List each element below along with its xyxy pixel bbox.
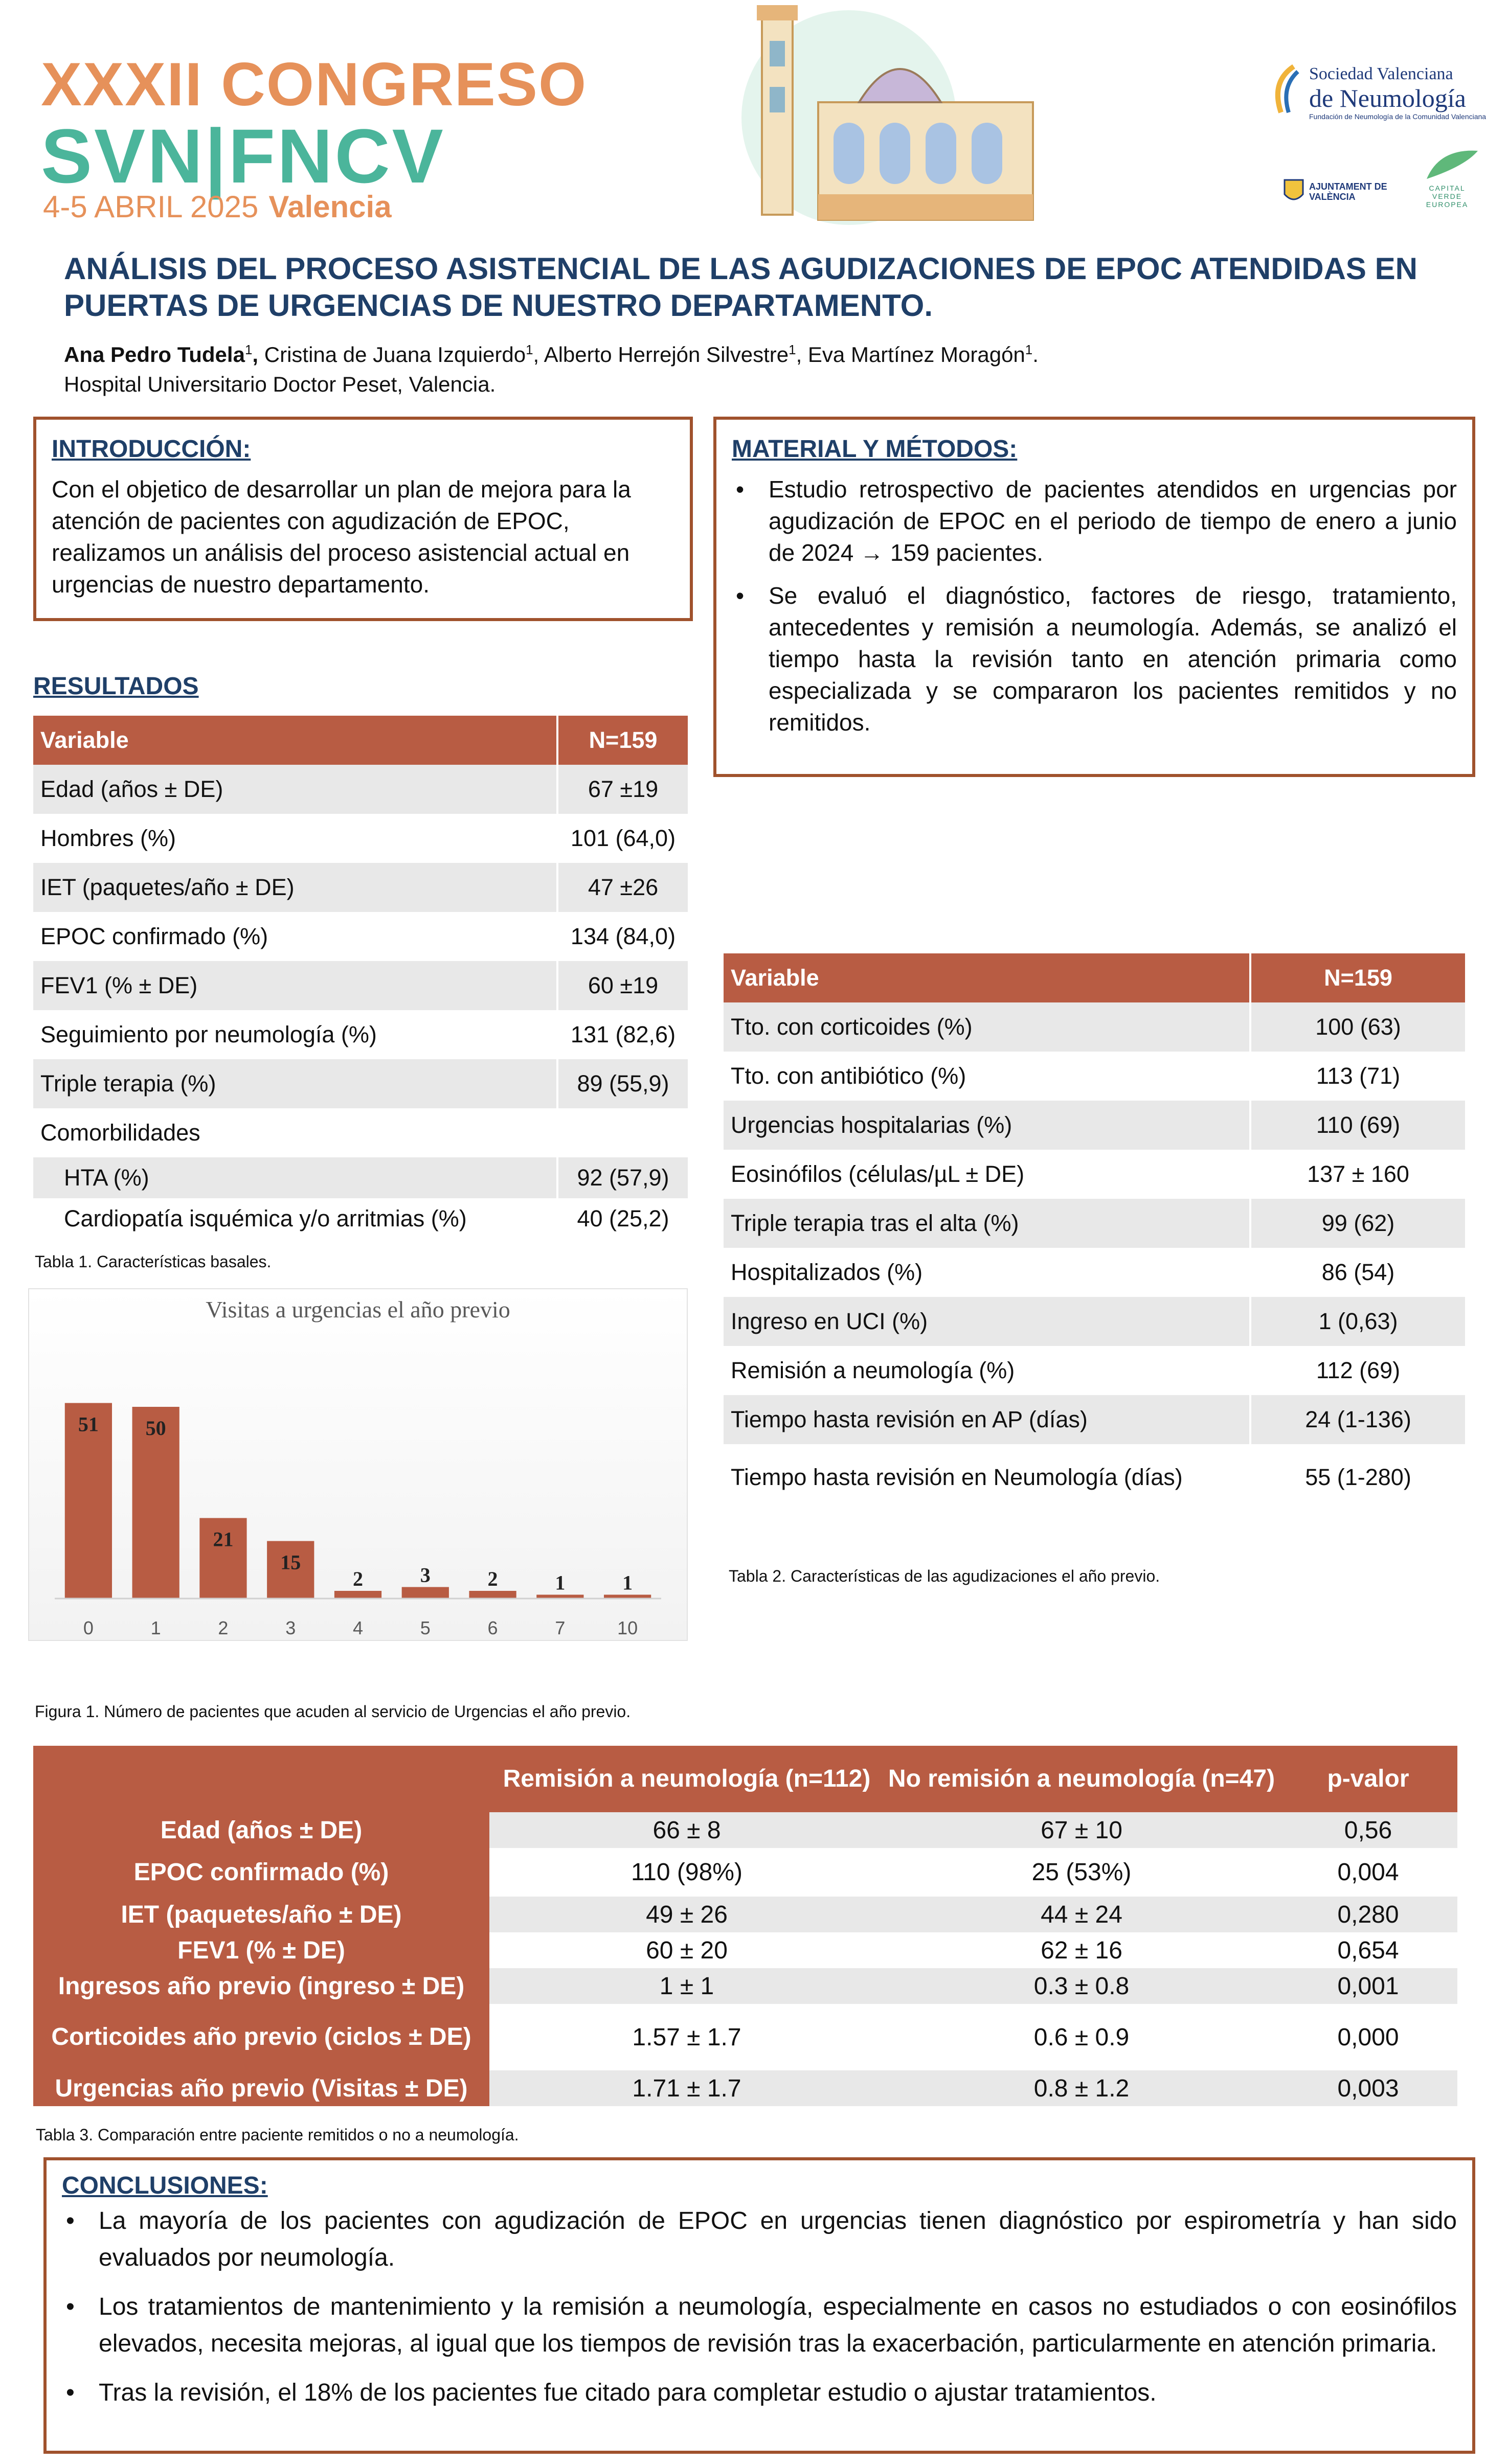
row-label: Triple terapia tras el alta (%) xyxy=(724,1199,1250,1248)
affiliation-sup: 1 xyxy=(244,342,253,357)
table-row xyxy=(33,912,688,961)
congress-date xyxy=(43,189,392,225)
authors-block: Ana Pedro Tudela$^1$, Cristina de Juana Izquierdo$^1$, Alberto Herrejón Silvestre$^1$, Eva Martínez Moragón$^1$. Hospital Universitario Doctor Peset, Valencia. xyxy=(64,342,1039,396)
affiliation: Hospital Universitario Doctor Peset, Valencia. xyxy=(64,372,496,396)
row-value: 0,56 xyxy=(1279,1812,1457,1848)
society-name-line1: Sociedad Valenciana xyxy=(1309,64,1453,83)
row-value: 1.71 ± 1.7 xyxy=(489,2070,884,2106)
table-header-row xyxy=(33,1746,1457,1812)
chart-data-label: 3 xyxy=(420,1563,431,1587)
chart-x-tick-label: 1 xyxy=(150,1617,161,1638)
row-value: 112 (69) xyxy=(1250,1346,1465,1395)
row-label: Ingresos año previo (ingreso ± DE) xyxy=(33,1968,489,2004)
table-row xyxy=(33,1932,1457,1968)
row-value: 131 (82,6) xyxy=(557,1010,688,1059)
table-baseline-characteristics xyxy=(33,716,688,1239)
conclusion-bullet: • Tras la revisión, el 18% de los pacientes fue citado para completar estudio o ajustar tratamientos. xyxy=(62,2375,1457,2411)
ayuntamiento-logo: AJUNTAMENT DE VALÈNCIA xyxy=(1309,181,1387,202)
table-row xyxy=(33,1198,688,1239)
table-remission-comparison xyxy=(33,1746,1457,2106)
row-label: Hospitalizados (%) xyxy=(724,1248,1250,1297)
row-label: Seguimiento por neumología (%) xyxy=(33,1010,557,1059)
row-value: 1.57 ± 1.7 xyxy=(489,2004,884,2070)
header-cell: p-valor xyxy=(1279,1746,1457,1812)
row-label: Comorbilidades xyxy=(33,1108,557,1157)
row-label: FEV1 (% ± DE) xyxy=(33,1932,489,1968)
table-row xyxy=(724,1052,1465,1101)
conclusions-list xyxy=(62,2203,1457,2411)
chart-x-tick-label: 0 xyxy=(83,1617,94,1638)
conclusions-box xyxy=(43,2157,1475,2454)
table-header-row xyxy=(724,953,1465,1002)
table-row xyxy=(724,1395,1465,1444)
row-label: Urgencias hospitalarias (%) xyxy=(724,1101,1250,1150)
chart-data-label: 1 xyxy=(555,1571,566,1594)
conclusions-heading: CONCLUSIONES: xyxy=(62,2172,268,2199)
chart-data-label: 2 xyxy=(353,1567,363,1590)
methods-bullet: • Se evaluó el diagnóstico, factores de riesgo, tratamiento, antecedentes y remisión a neumología. Además, se analizó el tiempo hasta la revisión tanto en atención primaria como especializada y se compararon los pacientes remitidos y no remitidos. xyxy=(732,580,1457,738)
header-cell: Variable xyxy=(33,716,557,765)
row-value: 1 (0,63) xyxy=(1250,1297,1465,1346)
valencia-building-illustration xyxy=(706,0,1053,225)
table-header-row xyxy=(33,716,688,765)
introduction-box xyxy=(33,417,693,621)
row-label: EPOC confirmado (%) xyxy=(33,912,557,961)
header-cell: Remisión a neumología (n=112) xyxy=(489,1746,884,1812)
header-cell: N=159 xyxy=(557,716,688,765)
row-value: 0.8 ± 1.2 xyxy=(884,2070,1279,2106)
row-value: 49 ± 26 xyxy=(489,1897,884,1932)
table-row xyxy=(724,1297,1465,1346)
methods-heading: MATERIAL Y MÉTODOS: xyxy=(732,436,1018,463)
row-label: Remisión a neumología (%) xyxy=(724,1346,1250,1395)
header-cell: Variable xyxy=(724,953,1250,1002)
row-label: FEV1 (% ± DE) xyxy=(33,961,557,1010)
chart-data-label: 2 xyxy=(487,1567,498,1590)
row-label: IET (paquetes/año ± DE) xyxy=(33,1897,489,1932)
row-value xyxy=(557,1108,688,1157)
methods-list xyxy=(732,473,1457,738)
chart-x-tick-label: 4 xyxy=(352,1617,364,1638)
row-value: 66 ± 8 xyxy=(489,1812,884,1848)
conclusion-bullet: • La mayoría de los pacientes con agudización de EPOC en urgencias tienen diagnóstico por espirometría y han sido evaluados por neumología. xyxy=(62,2203,1457,2276)
society-emblem-icon xyxy=(1268,61,1304,118)
row-label: Cardiopatía isquémica y/o arritmias (%) xyxy=(33,1198,557,1239)
congress-title: XXXII CONGRESO xyxy=(41,50,588,119)
chart-data-label: 15 xyxy=(280,1550,301,1574)
table-row xyxy=(724,1346,1465,1395)
table-row xyxy=(33,1848,1457,1897)
row-value: 67 ± 10 xyxy=(884,1812,1279,1848)
date-text: 4-5 ABRIL 2025 xyxy=(43,190,259,224)
row-value: 67 ±19 xyxy=(557,765,688,814)
chart-x-tick-label: 3 xyxy=(285,1617,296,1638)
first-author: Ana Pedro Tudela xyxy=(64,343,245,367)
row-label: Hombres (%) xyxy=(33,814,557,863)
row-value: 0.3 ± 0.8 xyxy=(884,1968,1279,2004)
row-value: 101 (64,0) xyxy=(557,814,688,863)
row-value: 134 (84,0) xyxy=(557,912,688,961)
chart-x-tick-label: 7 xyxy=(555,1617,566,1638)
table-row xyxy=(724,1101,1465,1150)
row-value: 137 ± 160 xyxy=(1250,1150,1465,1199)
city-shield-icon xyxy=(1284,179,1304,204)
row-label: Corticoides año previo (ciclos ± DE) xyxy=(33,2004,489,2070)
chart-bar xyxy=(402,1587,449,1599)
affiliation-sup: 1 xyxy=(789,342,796,357)
table-row xyxy=(33,961,688,1010)
conclusion-bullet: • Los tratamientos de mantenimiento y la remisión a neumología, especialmente en casos no estudiados o con eosinófilos elevados, necesita mejoras, al igual que los tiempos de revisión tras la exacerbación, particularmente en atención primaria. xyxy=(62,2289,1457,2362)
affiliation-sup: 1 xyxy=(526,342,533,357)
society-name-line3: Fundación de Neumología de la Comunidad Valenciana xyxy=(1309,112,1487,121)
row-value: 113 (71) xyxy=(1250,1052,1465,1101)
affiliation-sup: 1 xyxy=(1025,342,1033,357)
chart-bar xyxy=(334,1591,381,1599)
row-value: 60 ± 20 xyxy=(489,1932,884,1968)
table-row xyxy=(33,1108,688,1157)
row-label: Tiempo hasta revisión en Neumología (días) xyxy=(724,1444,1250,1511)
table-row xyxy=(33,1897,1457,1932)
city-text: Valencia xyxy=(268,190,392,224)
table-row xyxy=(33,863,688,912)
author-3: Alberto Herrejón Silvestre xyxy=(544,343,789,367)
row-value: 24 (1-136) xyxy=(1250,1395,1465,1444)
table2-caption: Tabla 2. Características de las agudizaciones el año previo. xyxy=(729,1567,1160,1585)
table-row xyxy=(724,1199,1465,1248)
chart-data-label: 50 xyxy=(145,1417,166,1440)
society-name-line2: de Neumología xyxy=(1309,84,1466,112)
congress-acronym: SVN|FNCV xyxy=(41,113,445,199)
table-exacerbation-characteristics xyxy=(724,953,1465,1511)
row-label: IET (paquetes/año ± DE) xyxy=(33,863,557,912)
table-row xyxy=(33,2070,1457,2106)
methods-bullet: • Estudio retrospectivo de pacientes atendidos en urgencias por agudización de EPOC en el periodo de tiempo de enero a junio de 2024 → 159 pacientes. xyxy=(732,473,1457,568)
introduction-heading: INTRODUCCIÓN: xyxy=(52,436,251,463)
row-label: Eosinófilos (células/µL ± DE) xyxy=(724,1150,1250,1199)
chart-x-tick-label: 5 xyxy=(420,1617,431,1638)
chart-x-tick-label: 2 xyxy=(218,1617,229,1638)
chart-data-label: 1 xyxy=(622,1571,633,1594)
chart-data-label: 21 xyxy=(213,1527,234,1551)
row-value: 86 (54) xyxy=(1250,1248,1465,1297)
chart-title: Visitas a urgencias el año previo xyxy=(206,1296,510,1322)
chart-x-tick-label: 6 xyxy=(487,1617,498,1638)
row-value: 110 (98%) xyxy=(489,1848,884,1897)
row-value: 0,001 xyxy=(1279,1968,1457,2004)
paper-title: ANÁLISIS DEL PROCESO ASISTENCIAL DE LAS AGUDIZACIONES DE EPOC ATENDIDAS EN PUERTAS DE URGENCIAS DE NUESTRO DEPARTAMENTO. xyxy=(64,252,1417,323)
row-value: 44 ± 24 xyxy=(884,1897,1279,1932)
methods-box xyxy=(713,417,1475,777)
row-value: 0,280 xyxy=(1279,1897,1457,1932)
row-value: 0,654 xyxy=(1279,1932,1457,1968)
introduction-text: Con el objetico de desarrollar un plan de mejora para la atención de pacientes con agudización de EPOC, realizamos un análisis del proceso asistencial actual en urgencias de nuestro departamento. xyxy=(52,476,631,598)
row-value: 0,004 xyxy=(1279,1848,1457,1897)
table-row xyxy=(724,1002,1465,1052)
table-row xyxy=(724,1150,1465,1199)
chart-x-tick-label: 10 xyxy=(617,1617,638,1638)
row-label: Triple terapia (%) xyxy=(33,1059,557,1108)
row-label: EPOC confirmado (%) xyxy=(33,1848,489,1897)
row-value: 0.6 ± 0.9 xyxy=(884,2004,1279,2070)
row-value: 60 ±19 xyxy=(557,961,688,1010)
chart-data-label: 51 xyxy=(78,1412,99,1436)
header-cell: N=159 xyxy=(1250,953,1465,1002)
row-label: HTA (%) xyxy=(33,1157,557,1198)
table1-caption: Tabla 1. Características basales. xyxy=(35,1252,272,1271)
row-value: 1 ± 1 xyxy=(489,1968,884,2004)
row-value: 110 (69) xyxy=(1250,1101,1465,1150)
results-heading: RESULTADOS xyxy=(33,673,199,700)
society-logo xyxy=(1309,64,1488,121)
chart-bar xyxy=(469,1591,516,1599)
table-row xyxy=(33,814,688,863)
table3-caption: Tabla 3. Comparación entre paciente remitidos o no a neumología. xyxy=(36,2126,519,2144)
row-value: 40 (25,2) xyxy=(557,1198,688,1239)
row-value: 89 (55,9) xyxy=(557,1059,688,1108)
row-value: 62 ± 16 xyxy=(884,1932,1279,1968)
row-label: Edad (años ± DE) xyxy=(33,1812,489,1848)
chart-visits-previous-year xyxy=(28,1288,688,1641)
header-cell xyxy=(33,1746,489,1812)
author-4: Eva Martínez Moragón xyxy=(807,343,1025,367)
capital-verde-icon xyxy=(1424,146,1480,181)
row-label: Tiempo hasta revisión en AP (días) xyxy=(724,1395,1250,1444)
row-value: 25 (53%) xyxy=(884,1848,1279,1897)
row-value: 0,000 xyxy=(1279,2004,1457,2070)
row-value: 47 ±26 xyxy=(557,863,688,912)
table-row xyxy=(33,2004,1457,2070)
author-2: Cristina de Juana Izquierdo xyxy=(264,343,526,367)
table-row xyxy=(33,765,688,814)
header-cell: No remisión a neumología (n=47) xyxy=(884,1746,1279,1812)
table-row xyxy=(724,1444,1465,1511)
row-value: 55 (1-280) xyxy=(1250,1444,1465,1511)
table-row xyxy=(33,1010,688,1059)
table-row xyxy=(33,1059,688,1108)
row-label: Ingreso en UCI (%) xyxy=(724,1297,1250,1346)
row-value: 92 (57,9) xyxy=(557,1157,688,1198)
table-row xyxy=(33,1157,688,1198)
row-value: 100 (63) xyxy=(1250,1002,1465,1052)
table-row xyxy=(33,1968,1457,2004)
row-value: 99 (62) xyxy=(1250,1199,1465,1248)
row-value: 0,003 xyxy=(1279,2070,1457,2106)
table-row xyxy=(724,1248,1465,1297)
bar-chart xyxy=(29,1289,687,1640)
row-label: Urgencias año previo (Visitas ± DE) xyxy=(33,2070,489,2106)
capital-verde-logo: CAPITAL VERDE EUROPEA xyxy=(1426,184,1469,209)
table-row xyxy=(33,1812,1457,1848)
row-label: Tto. con corticoides (%) xyxy=(724,1002,1250,1052)
row-label: Edad (años ± DE) xyxy=(33,765,557,814)
row-label: Tto. con antibiótico (%) xyxy=(724,1052,1250,1101)
figure1-caption: Figura 1. Número de pacientes que acuden al servicio de Urgencias el año previo. xyxy=(35,1702,631,1721)
